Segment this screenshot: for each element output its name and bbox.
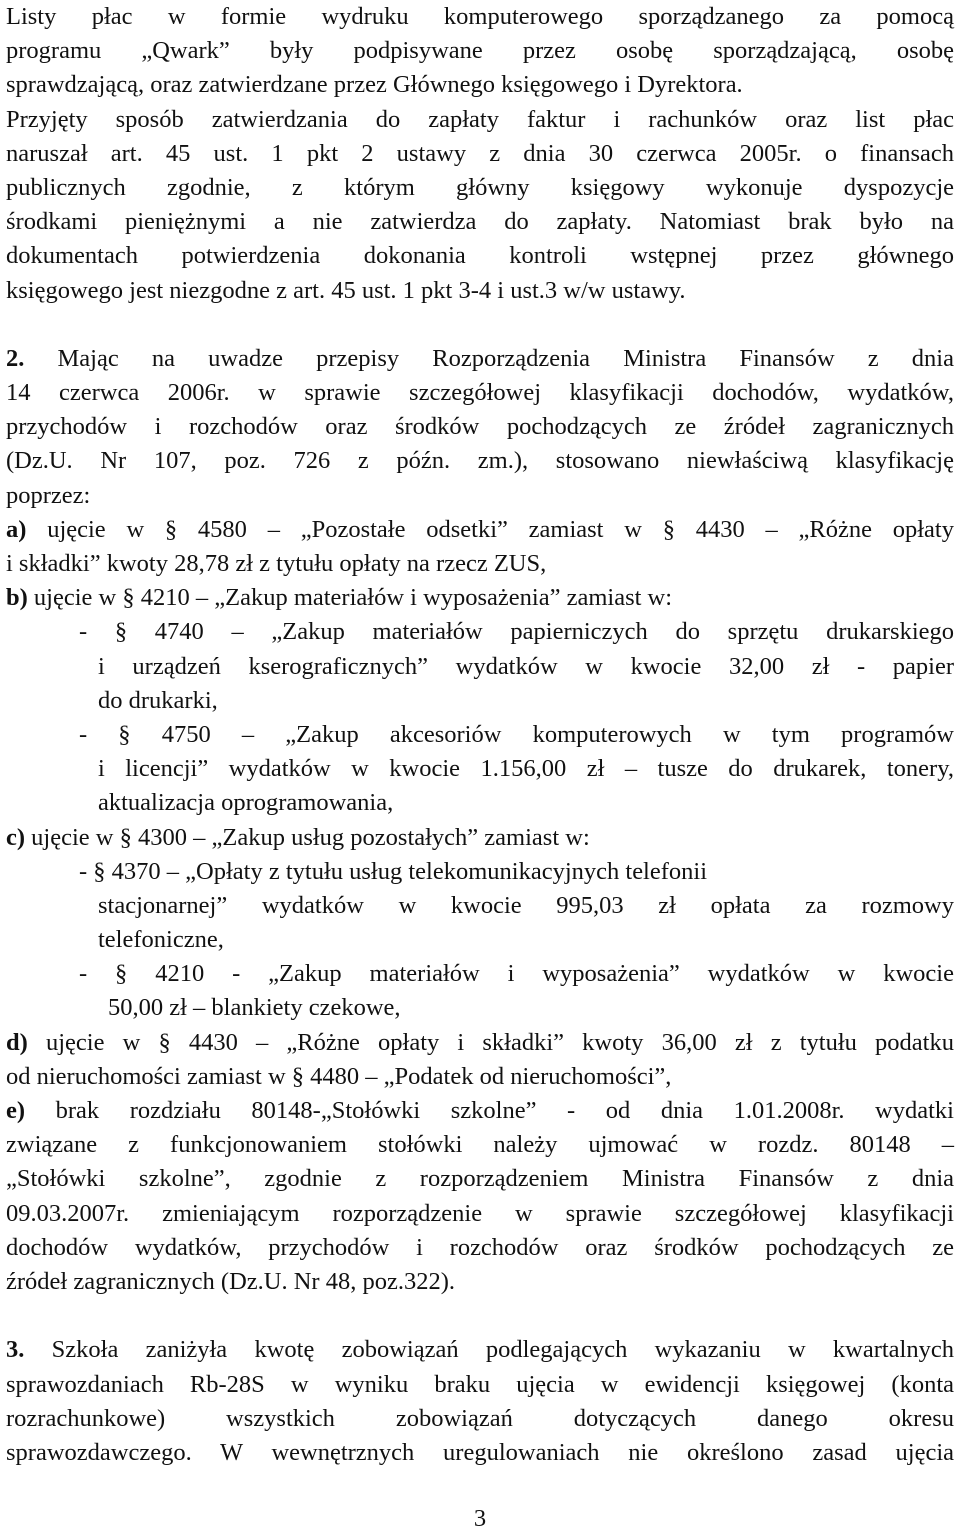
text-line: i urządzeń kserograficznych” wydatków w kwocie 32,00 zł - papier [98, 652, 954, 680]
list-marker: b) [6, 584, 28, 612]
text-line: od nieruchomości zamiast w § 4480 – „Podatek od nieruchomości”, [6, 1062, 672, 1090]
text-line: związane z funkcjonowaniem stołówki należy ujmować w rozdz. 80148 – [6, 1131, 954, 1159]
text-line [6, 581, 954, 615]
text-line: 50,00 zł – blankiety czekowe, [108, 994, 401, 1022]
text-line [6, 1094, 954, 1128]
text-line: środkami pieniężnymi a nie zatwierdza do zapłaty. Natomiast brak było na [6, 208, 954, 236]
line-text: ujęcie w § 4580 – „Pozostałe odsetki” zamiast w § 4430 – „Różne opłaty [26, 515, 954, 543]
text-line: - § 4210 - „Zakup materiałów i wyposażenia” wydatków w kwocie [79, 960, 954, 988]
list-marker: 3. [6, 1336, 25, 1364]
text-line [6, 1333, 954, 1367]
text-line: Listy płac w formie wydruku komputerowego sporządzanego za pomocą [6, 3, 954, 30]
text-line: - § 4370 – „Opłaty z tytułu usług telekomunikacyjnych telefonii [79, 857, 708, 885]
text-line: i składki” kwoty 28,78 zł z tytułu opłaty na rzecz ZUS, [6, 550, 547, 577]
line-text: brak rozdziału 80148-„Stołówki szkolne” - od dnia 1.01.2008r. wydatki [25, 1097, 954, 1124]
line-text: Szkoła zaniżyła kwotę zobowiązań podlegających wykazaniu w kwartalnych [24, 1336, 954, 1364]
text-line: przychodów i rozchodów oraz środków pochodzących ze źródeł zagranicznych [6, 413, 954, 441]
line-text: ujęcie w § 4210 – „Zakup materiałów i wyposażenia” zamiast w: [27, 584, 673, 612]
text-line: - § 4740 – „Zakup materiałów papierniczych do sprzętu drukarskiego [79, 618, 954, 646]
page-number: 3 [473, 1505, 487, 1532]
text-line: (Dz.U. Nr 107, poz. 726 z późn. zm.), stosowano niewłaściwą klasyfikację [6, 447, 954, 475]
line-text: Mając na uwadze przepisy Rozporządzenia Ministra Finansów z dnia [24, 344, 954, 372]
text-line: 09.03.2007r. zmieniającym rozporządzenie w sprawie szczegółowej klasyfikacji [6, 1199, 954, 1227]
text-line: dokumentach potwierdzenia dokonania kontroli wstępnej przez głównego [6, 242, 954, 270]
text-line: stacjonarnej” wydatków w kwocie 995,03 zł opłata za rozmowy [98, 891, 954, 919]
text-line [6, 342, 954, 376]
text-line: źródeł zagranicznych (Dz.U. Nr 48, poz.322). [6, 1267, 455, 1295]
text-line: sprawozdawczego. W wewnętrznych uregulowaniach nie określono zasad ujęcia [6, 1438, 954, 1466]
text-line: sprawdzającą, oraz zatwierdzane przez Głównego księgowego i Dyrektora. [6, 71, 743, 99]
list-marker: 2. [6, 344, 25, 372]
text-line: - § 4750 – „Zakup akcesoriów komputerowych w tym programów [79, 720, 954, 748]
paragraph-gap [6, 1299, 954, 1333]
list-marker: d) [6, 1028, 28, 1056]
text-line: i licencji” wydatków w kwocie 1.156,00 zł – tusze do drukarek, tonery, [98, 755, 954, 783]
text-line: rozrachunkowe) wszystkich zobowiązań dotyczących danego okresu [6, 1404, 954, 1432]
line-text: ujęcie w § 4300 – „Zakup usług pozostałych” zamiast w: [25, 823, 590, 851]
text-line: naruszał art. 45 ust. 1 pkt 2 ustawy z dnia 30 czerwca 2005r. o finansach [6, 139, 954, 167]
line-text: ujęcie w § 4430 – „Różne opłaty i składki” kwoty 36,00 zł z tytułu podatku [27, 1028, 954, 1056]
list-marker: e) [6, 1097, 26, 1124]
text-line: „Stołówki szkolne”, zgodnie z rozporządzeniem Ministra Finansów z dnia [6, 1165, 954, 1193]
text-line: telefoniczne, [98, 926, 224, 954]
text-line [6, 513, 954, 547]
text-line: programu „Qwark” były podpisywane przez osobę sporządzającą, osobę [6, 37, 954, 65]
text-line: 14 czerwca 2006r. w sprawie szczegółowej klasyfikacji dochodów, wydatków, [6, 379, 954, 407]
text-line: księgowego jest niezgodne z art. 45 ust. 1 pkt 3-4 i ust.3 w/w ustawy. [6, 276, 686, 304]
text-line [6, 1026, 954, 1060]
text-line: aktualizacja oprogramowania, [98, 789, 394, 817]
text-line: Przyjęty sposób zatwierdzania do zapłaty faktur i rachunków oraz list płac [6, 105, 954, 133]
text-line: do drukarki, [98, 686, 218, 714]
text-line: publicznych zgodnie, z którym główny księgowy wykonuje dyspozycje [6, 173, 954, 201]
paragraph-gap [6, 308, 954, 342]
list-marker: a) [6, 515, 27, 543]
text-line: poprzez: [6, 481, 91, 509]
list-marker: c) [6, 823, 26, 851]
text-line [6, 821, 954, 855]
document-body [6, 0, 954, 1470]
text-line: sprawozdaniach Rb-28S w wyniku braku ujęcia w ewidencji księgowej (konta [6, 1370, 954, 1398]
text-line: dochodów wydatków, przychodów i rozchodów oraz środków pochodzących ze [6, 1233, 954, 1261]
